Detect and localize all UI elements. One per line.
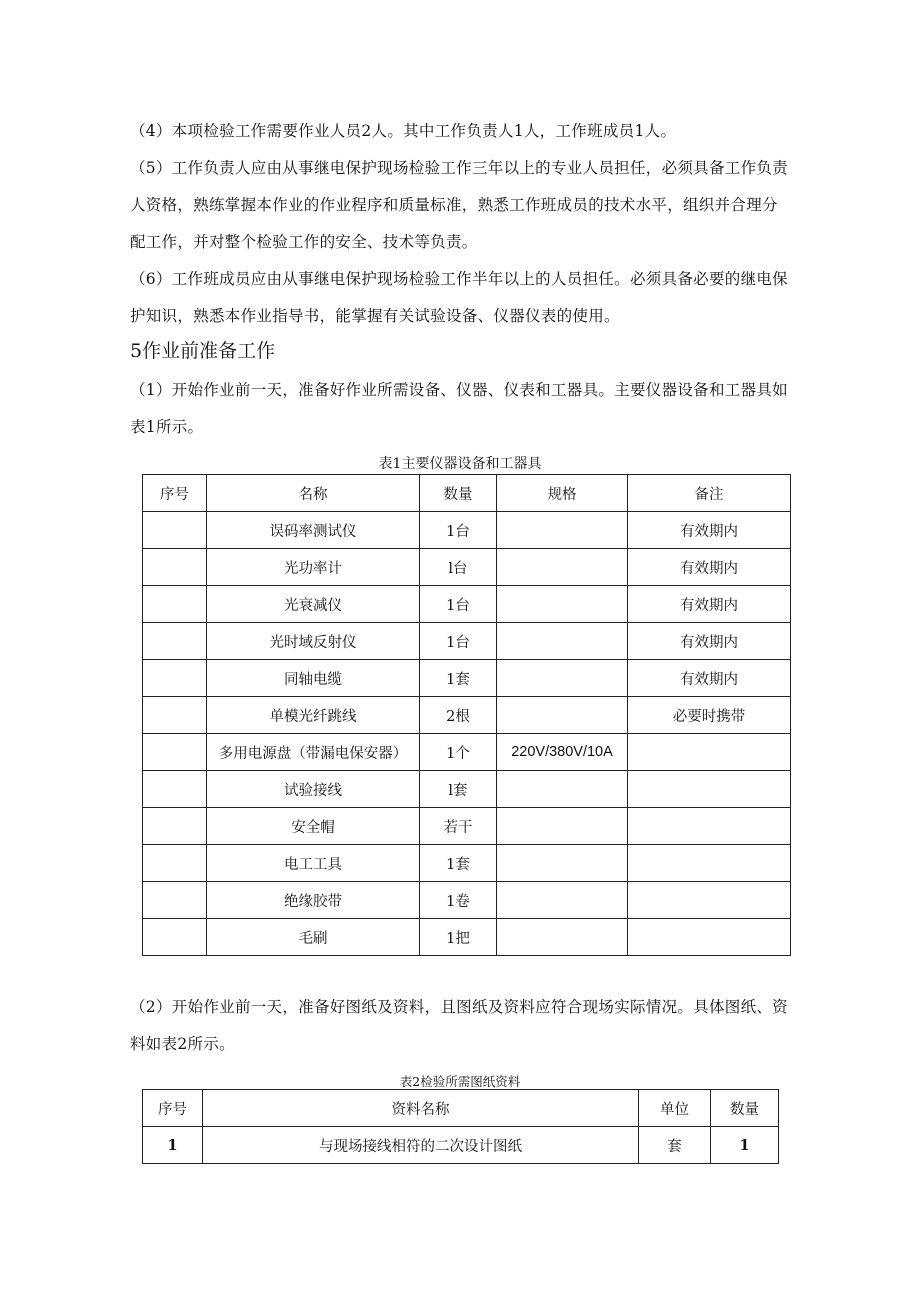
cell-remark (628, 882, 791, 919)
cell-index (143, 919, 207, 956)
paragraph-4: （4）本项检验工作需要作业人员2人。其中工作负责人1人，工作班成员1人。 (130, 122, 677, 140)
cell-quantity: l台 (420, 549, 497, 586)
cell-index (143, 697, 207, 734)
cell-quantity: 1套 (420, 660, 497, 697)
cell-name: 单模光纤跳线 (207, 697, 420, 734)
cell-index (143, 734, 207, 771)
table1-caption: 表1主要仪器设备和工器具 (378, 456, 542, 472)
cell-index (143, 549, 207, 586)
header-document-name: 资料名称 (203, 1090, 639, 1127)
cell-index (143, 512, 207, 549)
paragraph-5: （5）工作负责人应由从事继电保护现场检验工作三年以上的专业人员担任，必须具备工作负责人资格，熟练掌握本作业的作业程序和质量标准，熟悉工作班成员的技术水平，组织并合理分配工作，并对整个检验工作的安全、技术等负责。 (130, 159, 788, 251)
cell-quantity: 2根 (420, 697, 497, 734)
table-row (143, 919, 791, 956)
cell-document-name: 与现场接线相符的二次设计图纸 (203, 1127, 639, 1164)
cell-index (143, 660, 207, 697)
cell-quantity: l套 (420, 771, 497, 808)
cell-spec (497, 512, 628, 549)
header-unit: 单位 (639, 1090, 711, 1127)
paragraph-prep-2: （2）开始作业前一天，准备好图纸及资料，且图纸及资料应符合现场实际情况。具体图纸、资料如表2所示。 (130, 998, 788, 1053)
documents-table (142, 1089, 779, 1164)
cell-spec (497, 845, 628, 882)
cell-name: 绝缘胶带 (207, 882, 420, 919)
header-quantity: 数量 (420, 475, 497, 512)
cell-remark (628, 734, 791, 771)
cell-spec (497, 549, 628, 586)
cell-remark: 有效期内 (628, 512, 791, 549)
table-row (143, 845, 791, 882)
table2-caption: 表2检验所需图纸资料 (399, 1074, 521, 1089)
cell-spec (497, 808, 628, 845)
cell-name: 多用电源盘（带漏电保安器） (207, 734, 420, 771)
equipment-table (142, 474, 791, 956)
header-spec: 规格 (497, 475, 628, 512)
cell-quantity: 1台 (420, 512, 497, 549)
cell-spec (497, 586, 628, 623)
cell-name: 光功率计 (207, 549, 420, 586)
cell-name: 安全帽 (207, 808, 420, 845)
table-header-row (143, 475, 791, 512)
cell-name: 电工工具 (207, 845, 420, 882)
table-row (143, 771, 791, 808)
cell-remark: 有效期内 (628, 586, 791, 623)
cell-index: 1 (143, 1127, 203, 1164)
cell-spec (497, 697, 628, 734)
table-row (143, 1127, 779, 1164)
table-row (143, 623, 791, 660)
section-heading: 5作业前准备工作 (130, 340, 276, 362)
cell-name: 光时域反射仪 (207, 623, 420, 660)
table-row (143, 697, 791, 734)
cell-remark: 有效期内 (628, 549, 791, 586)
cell-remark: 必要时携带 (628, 697, 791, 734)
table-row (143, 808, 791, 845)
cell-index (143, 771, 207, 808)
table-row (143, 882, 791, 919)
cell-name: 同轴电缆 (207, 660, 420, 697)
cell-index (143, 845, 207, 882)
cell-index (143, 586, 207, 623)
table-row (143, 512, 791, 549)
header-remark: 备注 (628, 475, 791, 512)
cell-index (143, 808, 207, 845)
cell-spec: 220V/380V/10A (497, 734, 628, 771)
cell-spec (497, 660, 628, 697)
cell-quantity: 1台 (420, 586, 497, 623)
paragraph-prep-1: （1）开始作业前一天，准备好作业所需设备、仪器、仪表和工器具。主要仪器设备和工器具如表1所示。 (130, 381, 788, 436)
cell-name: 误码率测试仪 (207, 512, 420, 549)
cell-remark: 有效期内 (628, 660, 791, 697)
cell-remark: 有效期内 (628, 623, 791, 660)
cell-quantity: 1套 (420, 845, 497, 882)
cell-name: 毛刷 (207, 919, 420, 956)
cell-remark (628, 808, 791, 845)
cell-index (143, 882, 207, 919)
header-quantity: 数量 (711, 1090, 779, 1127)
table-row (143, 549, 791, 586)
cell-spec (497, 771, 628, 808)
cell-index (143, 623, 207, 660)
cell-quantity: 1个 (420, 734, 497, 771)
table-row (143, 586, 791, 623)
header-index: 序号 (143, 1090, 203, 1127)
paragraph-6: （6）工作班成员应由从事继电保护现场检验工作半年以上的人员担任。必须具备必要的继电保护知识，熟悉本作业指导书，能掌握有关试验设备、仪器仪表的使用。 (130, 270, 788, 325)
cell-quantity: 1把 (420, 919, 497, 956)
cell-remark (628, 919, 791, 956)
cell-unit: 套 (639, 1127, 711, 1164)
cell-quantity: 若干 (420, 808, 497, 845)
header-index: 序号 (143, 475, 207, 512)
cell-spec (497, 623, 628, 660)
cell-remark (628, 845, 791, 882)
header-name: 名称 (207, 475, 420, 512)
cell-name: 光衰减仪 (207, 586, 420, 623)
table-row (143, 734, 791, 771)
cell-spec (497, 882, 628, 919)
cell-quantity: 1台 (420, 623, 497, 660)
cell-spec (497, 919, 628, 956)
cell-name: 试验接线 (207, 771, 420, 808)
table-row (143, 660, 791, 697)
cell-remark (628, 771, 791, 808)
cell-quantity: 1卷 (420, 882, 497, 919)
cell-quantity: 1 (711, 1127, 779, 1164)
table-header-row (143, 1090, 779, 1127)
